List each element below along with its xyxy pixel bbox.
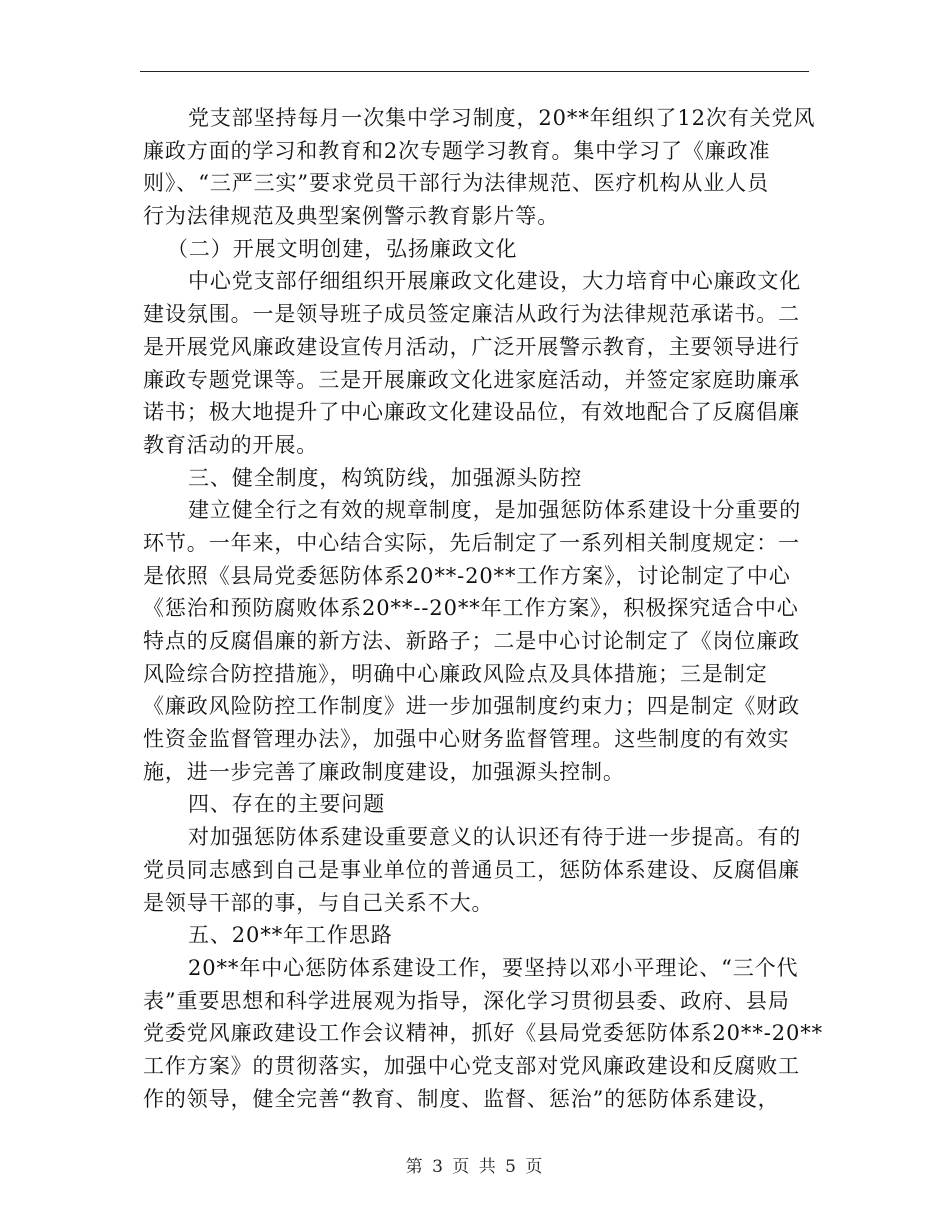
paragraph-line: 建立健全行之有效的规章制度，是加强惩防体系建设十分重要的 — [188, 498, 802, 523]
paragraph-line: 党支部坚持每月一次集中学习制度，20**年组织了12次有关党风 — [188, 106, 816, 130]
paragraph-line: 党委党风廉政建设工作会议精神，抓好《县局党委惩防体系20**-20** — [143, 1021, 824, 1046]
paragraph-line: 表”重要思想和科学进展观为指导，深化学习贯彻县委、政府、县局 — [143, 988, 790, 1013]
paragraph-line: 施，进一步完善了廉政制度建设，加强源头控制。 — [143, 759, 625, 784]
paragraph-line: 教育活动的开展。 — [143, 432, 319, 457]
paragraph-line: 诺书；极大地提升了中心廉政文化建设品位，有效地配合了反腐倡廉 — [143, 400, 800, 425]
page-number-footer: 第 3 页 共 5 页 — [405, 1157, 545, 1177]
paragraph-line: 是开展党风廉政建设宣传月活动，广泛开展警示教育，主要领导进行 — [143, 334, 800, 359]
section-heading: 四、存在的主要问题 — [188, 792, 386, 817]
paragraph-line: 《惩治和预防腐败体系20**--20**年工作方案》，积极探究适合中心 — [143, 596, 799, 621]
paragraph-line: 党员同志感到自己是事业单位的普通员工，惩防体系建设、反腐倡廉 — [143, 857, 800, 882]
paragraph-line: 是依照《县局党委惩防体系20**-20**工作方案》，讨论制定了中心 — [143, 563, 791, 588]
paragraph-line: 工作方案》的贯彻落实，加强中心党支部对党风廉政建设和反腐败工 — [143, 1053, 800, 1078]
paragraph-line: 作的领导，健全完善“教育、制度、监督、惩治”的惩防体系建设， — [143, 1086, 780, 1111]
paragraph-line: 对加强惩防体系建设重要意义的认识还有待于进一步提高。有的 — [188, 825, 802, 850]
paragraph-line: 廉政专题党课等。三是开展廉政文化进家庭活动，并签定家庭助廉承 — [143, 367, 800, 392]
header-rule — [140, 71, 809, 72]
document-body — [143, 102, 824, 1115]
paragraph-line: 则》、“三严三实”要求党员干部行为法律规范、医疗机构从业人员 — [143, 171, 769, 196]
subsection-heading: （二）开展文明创建，弘扬廉政文化 — [167, 236, 518, 261]
section-heading: 五、20**年工作思路 — [188, 923, 393, 948]
section-heading: 三、健全制度，构筑防线，加强源头防控 — [188, 465, 583, 490]
paragraph-line: 《廉政风险防控工作制度》进一步加强制度约束力；四是制定《财政 — [143, 694, 800, 719]
paragraph-line: 性资金监督管理办法》，加强中心财务监督管理。这些制度的有效实 — [143, 727, 790, 752]
paragraph-line: 20**年中心惩防体系建设工作，要坚持以邓小平理论、“三个代 — [188, 955, 799, 980]
paragraph-line: 风险综合防控措施》，明确中心廉政风险点及具体措施；三是制定 — [143, 661, 768, 686]
paragraph-line: 环节。一年来，中心结合实际，先后制定了一系列相关制度规定：一 — [143, 530, 800, 555]
paragraph-line: 廉政方面的学习和教育和2次专题学习教育。集中学习了《廉政准 — [143, 138, 771, 163]
paragraph-line: 特点的反腐倡廉的新方法、新路子；二是中心讨论制定了《岗位廉政 — [143, 629, 800, 653]
paragraph-line: 行为法律规范及典型案例警示教育影片等。 — [143, 204, 560, 229]
paragraph-line: 中心党支部仔细组织开展廉政文化建设，大力培育中心廉政文化 — [188, 269, 802, 294]
paragraph-line: 是领导干部的事，与自己关系不大。 — [143, 890, 494, 915]
paragraph-line: 建设氛围。一是领导班子成员签定廉洁从政行为法律规范承诺书。二 — [143, 302, 800, 327]
